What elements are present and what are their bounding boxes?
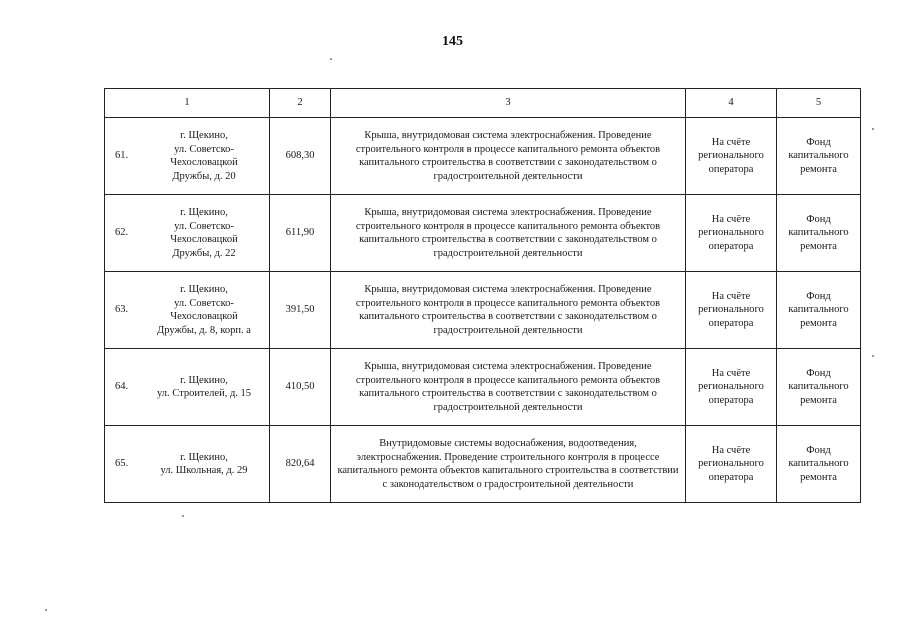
address-line: ул. Школьная, д. 29 [160, 465, 248, 476]
row-number: 65. [115, 458, 129, 470]
account-cell-line: На счёте [711, 136, 751, 148]
account-cell-line: регионального [698, 381, 764, 393]
funding-source-cell-line: капитального [788, 381, 849, 393]
address-line: ул. Советско- [174, 143, 234, 155]
funding-source-cell-line: ремонта [800, 163, 837, 175]
funding-source-cell [777, 272, 861, 349]
funding-source-cell [777, 426, 861, 503]
scan-speck [330, 58, 332, 60]
address-line: Дружбы, д. 8, корп. а [157, 324, 251, 336]
funding-source-cell-line: Фонд [806, 367, 831, 379]
scan-speck [872, 355, 874, 357]
account-cell-line: оператора [708, 394, 754, 406]
address-line: Чехословацкой [170, 311, 238, 322]
area-value: 391,50 [270, 272, 331, 349]
address-line: г. Щекино, [180, 374, 228, 386]
address-line: Чехословацкой [170, 234, 238, 245]
account-cell [686, 426, 777, 503]
column-header-1: 1 [105, 89, 270, 118]
address [145, 374, 263, 401]
funding-source-cell-line: Фонд [806, 444, 831, 456]
account-cell-line: На счёте [711, 290, 751, 302]
area-value: 410,50 [270, 349, 331, 426]
account-cell [686, 349, 777, 426]
address-line: г. Щекино, [180, 130, 228, 141]
column-header-3: 3 [331, 89, 686, 118]
account-cell [686, 118, 777, 195]
repair-program-table [104, 88, 861, 503]
column-header-5: 5 [777, 89, 861, 118]
funding-source-cell [777, 195, 861, 272]
account-cell [686, 195, 777, 272]
area-value: 611,90 [270, 195, 331, 272]
works-description: Внутридомовые системы водоснабжения, водоотведения, электроснабжения. Проведение строительного контроля в процессе капитального ремонта объектов капитального строительства в соответствии с законодательством о градостроительной деятельности [331, 426, 686, 503]
row-number: 63. [115, 304, 129, 316]
table-row [105, 118, 861, 195]
account-cell-line: оператора [708, 240, 754, 252]
table-row [105, 349, 861, 426]
column-header-4: 4 [686, 89, 777, 118]
address-line: ул. Советско- [174, 297, 234, 309]
scan-speck [182, 515, 184, 517]
page-number: 145 [442, 34, 463, 49]
row-number: 62. [115, 227, 129, 239]
funding-source-cell-line: ремонта [800, 394, 837, 406]
account-cell-line: оператора [708, 471, 754, 483]
funding-source-cell-line: ремонта [800, 240, 837, 252]
address [145, 283, 263, 337]
account-cell-line: регионального [698, 458, 764, 470]
address-line: ул. Строителей, д. 15 [156, 388, 252, 399]
row-number: 64. [115, 381, 129, 393]
address-cell [105, 118, 270, 195]
works-description: Крыша, внутридомовая система электроснабжения. Проведение строительного контроля в процессе капитального ремонта объектов капитального строительства в соответствии с законодательством о градостроительной деятельности [331, 349, 686, 426]
account-cell [686, 272, 777, 349]
address-line: ул. Советско- [174, 220, 234, 232]
funding-source-cell-line: капитального [788, 227, 849, 239]
funding-source-cell-line: Фонд [806, 290, 831, 302]
account-cell-line: оператора [708, 317, 754, 329]
funding-source-cell-line: капитального [788, 304, 849, 316]
address-line: Дружбы, д. 22 [172, 247, 236, 259]
funding-source-cell [777, 118, 861, 195]
funding-source-cell-line: Фонд [806, 136, 831, 148]
area-value: 820,64 [270, 426, 331, 503]
table-row [105, 195, 861, 272]
funding-source-cell-line: ремонта [800, 317, 837, 329]
account-cell-line: регионального [698, 150, 764, 162]
account-cell-line: На счёте [711, 444, 751, 456]
address [145, 206, 263, 260]
works-description: Крыша, внутридомовая система электроснабжения. Проведение строительного контроля в процессе капитального ремонта объектов капитального строительства в соответствии с законодательством о градостроительной деятельности [331, 195, 686, 272]
funding-source-cell-line: ремонта [800, 471, 837, 483]
account-cell-line: На счёте [711, 213, 751, 225]
address-line: г. Щекино, [180, 284, 228, 295]
funding-source-cell-line: капитального [788, 150, 849, 162]
funding-source-cell-line: Фонд [806, 213, 831, 225]
works-description: Крыша, внутридомовая система электроснабжения. Проведение строительного контроля в процессе капитального ремонта объектов капитального строительства в соответствии с законодательством о градостроительной деятельности [331, 272, 686, 349]
funding-source-cell [777, 349, 861, 426]
address-line: Чехословацкой [170, 157, 238, 168]
column-header-2: 2 [270, 89, 331, 118]
account-cell-line: На счёте [711, 367, 751, 379]
address-cell [105, 349, 270, 426]
address-cell [105, 272, 270, 349]
account-cell-line: регионального [698, 304, 764, 316]
account-cell-line: регионального [698, 227, 764, 239]
funding-source-cell-line: капитального [788, 458, 849, 470]
area-value: 608,30 [270, 118, 331, 195]
address-line: г. Щекино, [180, 207, 228, 218]
address-line: г. Щекино, [180, 451, 228, 463]
table-row [105, 272, 861, 349]
address [145, 129, 263, 183]
address-line: Дружбы, д. 20 [172, 170, 236, 182]
header-row [105, 89, 861, 118]
works-description: Крыша, внутридомовая система электроснабжения. Проведение строительного контроля в процессе капитального ремонта объектов капитального строительства в соответствии с законодательством о градостроительной деятельности [331, 118, 686, 195]
scan-speck [872, 128, 874, 130]
address-cell [105, 195, 270, 272]
address-cell [105, 426, 270, 503]
scan-speck [45, 609, 47, 611]
account-cell-line: оператора [708, 163, 754, 175]
table-row [105, 426, 861, 503]
address [145, 451, 263, 478]
row-number: 61. [115, 150, 129, 162]
